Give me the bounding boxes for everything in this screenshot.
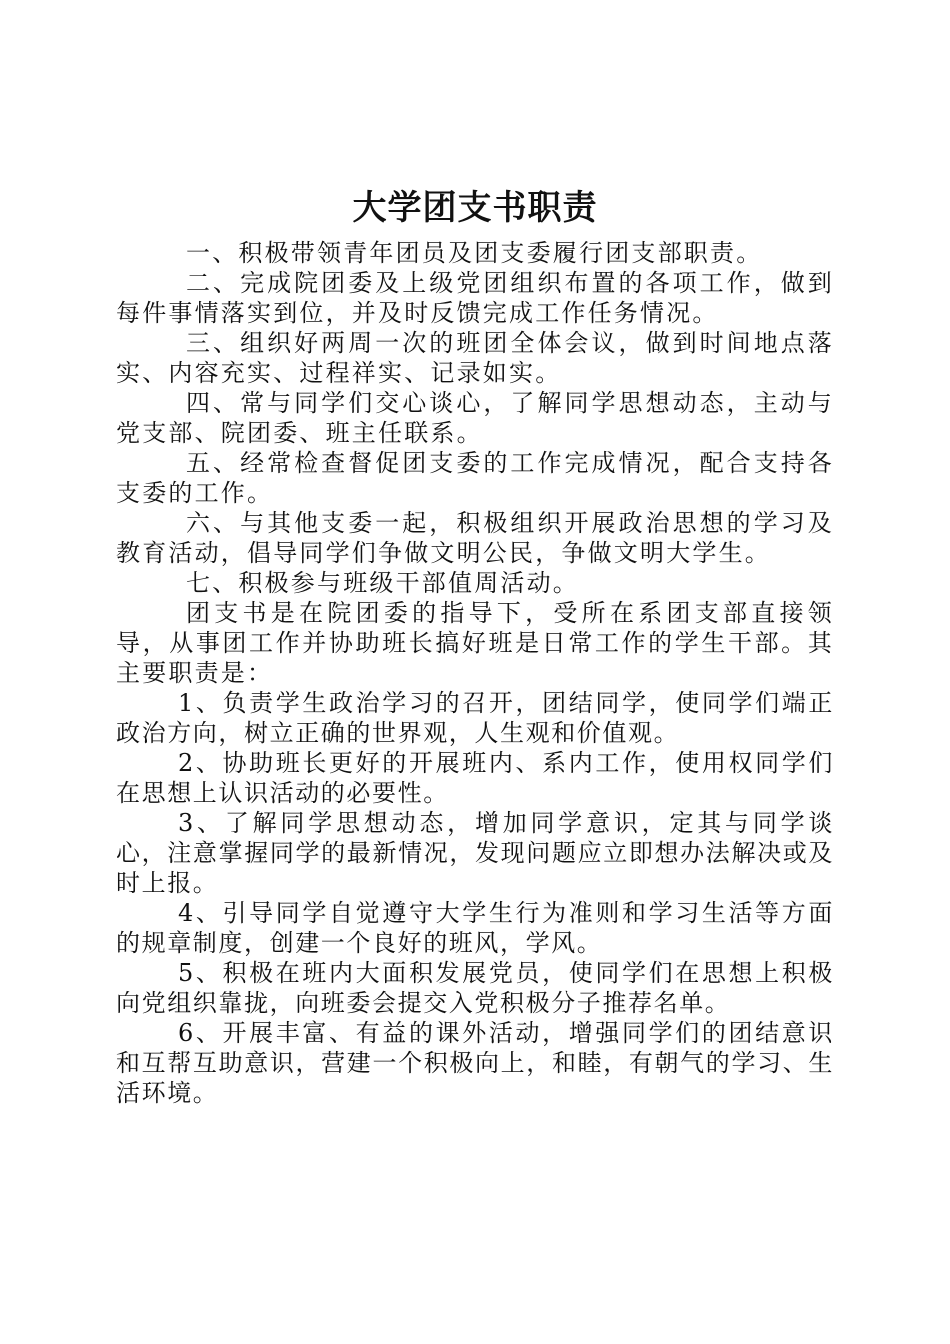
paragraph-item-5: 5、积极在班内大面积发展党员，使同学们在思想上积极向党组织靠拢，向班委会提交入党积极分子推荐名单。 xyxy=(116,959,834,1017)
paragraph-duty-3: 三、组织好两周一次的班团全体会议，做到时间地点落实、内容充实、过程祥实、记录如实。 xyxy=(116,329,834,387)
paragraph-item-2: 2、协助班长更好的开展班内、系内工作，使用权同学们在思想上认识活动的必要性。 xyxy=(116,749,834,807)
paragraph-duty-7: 七、积极参与班级干部值周活动。 xyxy=(186,569,579,597)
paragraph-duty-2: 二、完成院团委及上级党团组织布置的各项工作，做到每件事情落实到位，并及时反馈完成工作任务情况。 xyxy=(116,269,834,327)
paragraph-duty-1: 一、积极带领青年团员及团支委履行团支部职责。 xyxy=(186,239,763,267)
paragraph-item-4: 4、引导同学自觉遵守大学生行为准则和学习生活等方面的规章制度，创建一个良好的班风，学风。 xyxy=(116,899,834,957)
paragraph-duty-4: 四、常与同学们交心谈心，了解同学思想动态，主动与党支部、院团委、班主任联系。 xyxy=(116,389,834,447)
paragraph-duty-5: 五、经常检查督促团支委的工作完成情况，配合支持各支委的工作。 xyxy=(116,449,834,507)
paragraph-item-3: 3、了解同学思想动态，增加同学意识，定其与同学谈心，注意掌握同学的最新情况，发现问题应立即想办法解决或及时上报。 xyxy=(116,809,834,897)
document-title: 大学团支书职责 xyxy=(352,188,598,228)
paragraph-intro: 团支书是在院团委的指导下，受所在系团支部直接领导，从事团工作并协助班长搞好班是日常工作的学生干部。其主要职责是： xyxy=(116,599,834,687)
paragraph-item-1: 1、负责学生政治学习的召开，团结同学，使同学们端正政治方向，树立正确的世界观，人生观和价值观。 xyxy=(116,689,834,747)
paragraph-item-6: 6、开展丰富、有益的课外活动，增强同学们的团结意识和互帮互助意识，营建一个积极向上，和睦，有朝气的学习、生活环境。 xyxy=(116,1019,834,1107)
paragraph-duty-6: 六、与其他支委一起，积极组织开展政治思想的学习及教育活动，倡导同学们争做文明公民，争做文明大学生。 xyxy=(116,509,834,567)
document-body xyxy=(116,238,834,1108)
